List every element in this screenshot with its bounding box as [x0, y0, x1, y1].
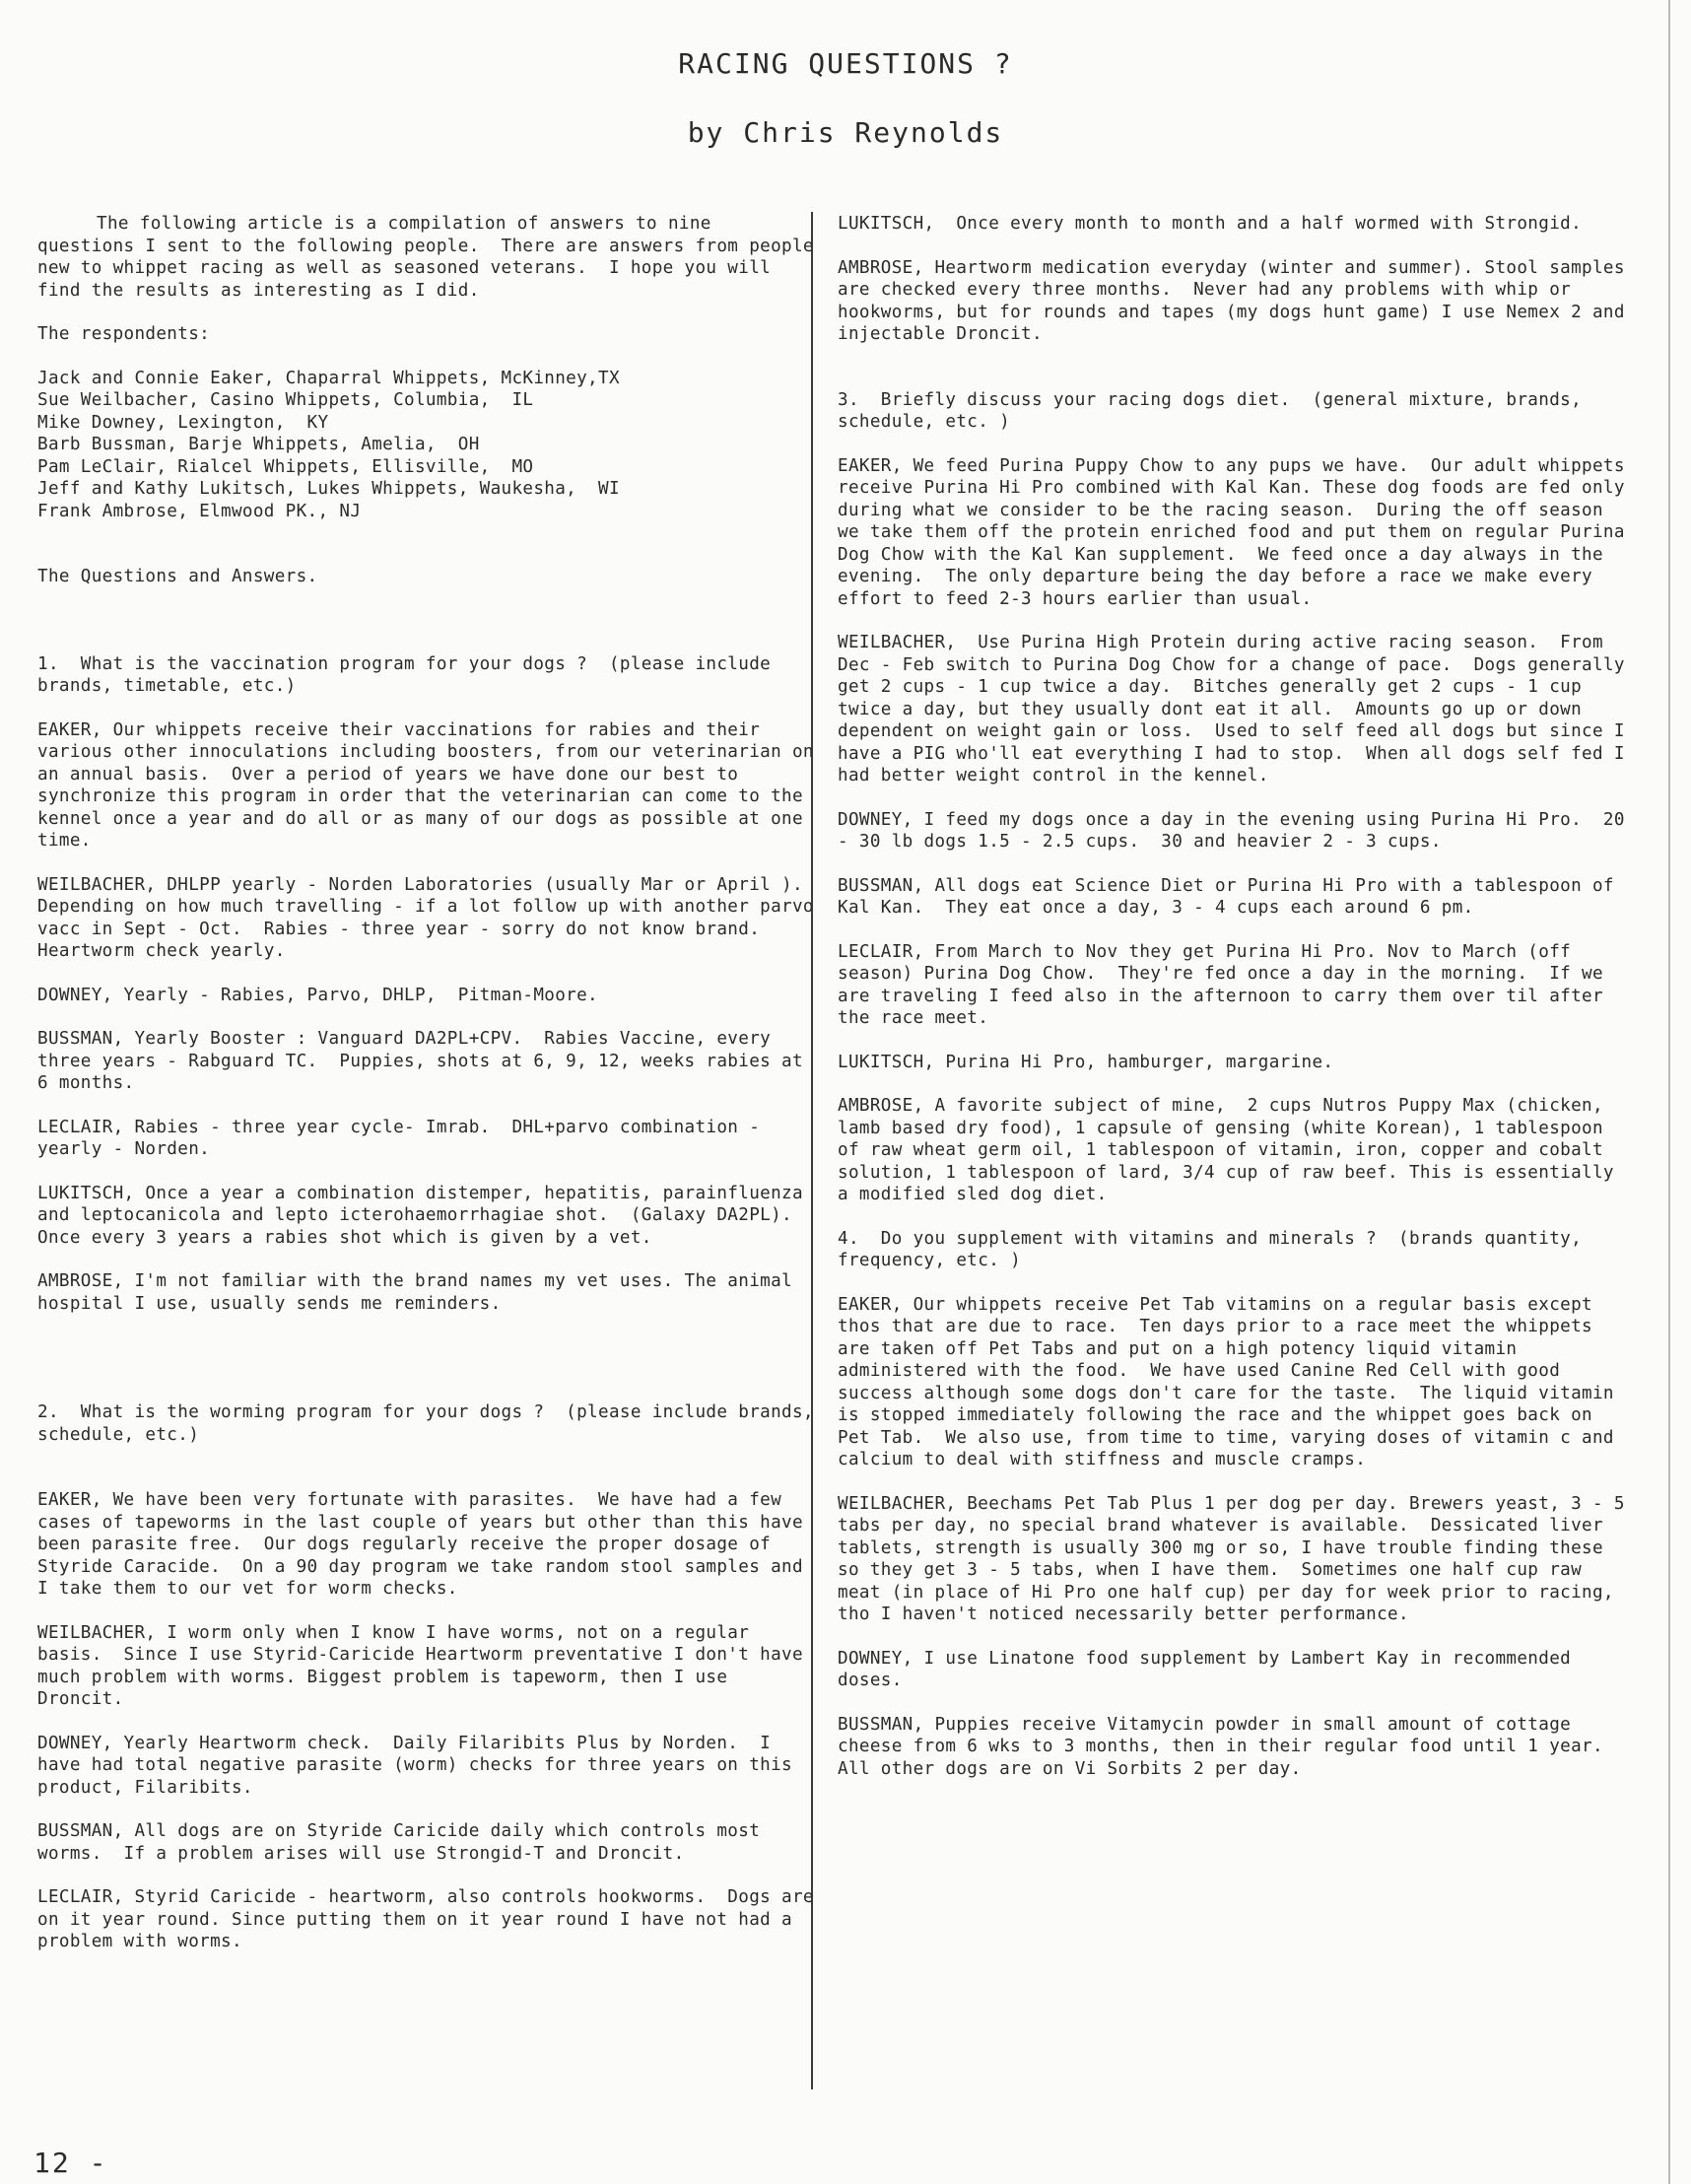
- respondent-item: Frank Ambrose, Elmwood PK., NJ: [37, 501, 362, 521]
- answer-paragraph: DOWNEY, I feed my dogs once a day in the evening using Purina Hi Pro. 20 - 30 lb dogs 1.5 - 2.5 cups. 30 and heavier 2 - 3 cups.: [838, 809, 1636, 852]
- page-number: 12 -: [34, 2147, 108, 2179]
- answer-paragraph: WEILBACHER, I worm only when I know I have worms, not on a regular basis. Since I use Styrid-Caricide Heartworm preventative I don't have much problem with worms. Biggest problem is tapeworm, then I use Droncit.: [37, 1622, 814, 1709]
- question-4: 4. Do you supplement with vitamins and minerals ? (brands quantity, frequency, etc. ): [838, 1228, 1592, 1270]
- answer-paragraph: EAKER, Our whippets receive their vaccinations for rabies and their various other innoculations including boosters, from our veterinarian on an annual basis. Over a period of years we have done our best to synchronize this program in order that the veterinarian can come to the kennel once a year and do all or as many of our dogs as possible at one time.: [37, 719, 825, 851]
- left-column: [37, 213, 825, 1975]
- page-edge-line: [1668, 0, 1670, 2184]
- respondents-list: [37, 368, 816, 523]
- respondent-item: Jeff and Kathy Lukitsch, Lukes Whippets, Waukesha, WI: [37, 479, 620, 499]
- answer-paragraph: DOWNEY, Yearly Heartworm check. Daily Filaribits Plus by Norden. I have had total negative parasite (worm) checks for three years on this product, Filaribits.: [37, 1733, 803, 1798]
- answer-paragraph: LUKITSCH, Once a year a combination distemper, hepatitis, parainfluenza and leptocanicola and lepto icterohaemorrhagiae shot. (Galaxy DA2PL). Once every 3 years a rabies shot which is given by a vet.: [37, 1183, 814, 1248]
- answer-paragraph: BUSSMAN, All dogs are on Styride Caricide daily which controls most worms. If a problem arises will use Strongid-T and Droncit.: [37, 1821, 772, 1864]
- respondent-item: Pam LeClair, Rialcel Whippets, Ellisville, MO: [37, 456, 534, 477]
- answer-paragraph: DOWNEY, Yearly - Rabies, Parvo, DHLP, Pitman-Moore.: [37, 985, 599, 1005]
- respondents-heading: The respondents:: [37, 324, 211, 344]
- answer-paragraph: WEILBACHER, Use Purina High Protein during active racing season. From Dec - Feb switch to Purina Dog Chow for a change of pace. Dogs generally get 2 cups - 1 cup twice a day. Bitches generally get 2 cups - 1 cup twice a day, but they usually dont eat it all. Amounts go up or down dependent on weight gain or loss. Used to self feed all dogs but since I have a PIG who'll eat everything I had to stop. When all dogs self fed I had better weight control in the kennel.: [838, 633, 1636, 785]
- answer-paragraph: EAKER, We feed Purina Puppy Chow to any pups we have. Our adult whippets receive Purina Hi Pro combined with Kal Kan. These dog foods are fed only during what we consider to be the racing season. During the off season we take them off the protein enriched food and put them on regular Purina Dog Chow with the Kal Kan supplement. We feed once a day always in the evening. The only departure being the day before a race we make every effort to feed 2-3 hours earlier than usual.: [838, 455, 1636, 609]
- answer-paragraph: LUKITSCH, Purina Hi Pro, hamburger, margarine.: [838, 1052, 1334, 1072]
- answer-paragraph: WEILBACHER, DHLPP yearly - Norden Laboratories (usually Mar or April ). Depending on how much travelling - if a lot follow up with another parvo vacc in Sept - Oct. Rabies - three year - sorry do not know brand. Heartworm check yearly.: [37, 874, 825, 961]
- answer-paragraph: BUSSMAN, All dogs eat Science Diet or Purina Hi Pro with a tablespoon of Kal Kan. They eat once a day, 3 - 4 cups each around 6 pm.: [838, 875, 1625, 918]
- answer-paragraph: AMBROSE, A favorite subject of mine, 2 cups Nutros Puppy Max (chicken, lamb based dry food), 1 capsule of gensing (white Korean), 1 tablespoon of raw wheat germ oil, 1 tablespoon of vitamin, iron, copper and cobalt solution, 1 tablespoon of lard, 3/4 cup of raw beef. This is essentially a modified sled dog diet.: [838, 1096, 1625, 1204]
- intro-paragraph: The following article is a compilation of answers to nine questions I sent to the following people. There are answers from people new to whippet racing as well as seasoned veterans. I hope you will find the results as interesting as I did.: [37, 214, 825, 301]
- answer-paragraph: AMBROSE, Heartworm medication everyday (winter and summer). Stool samples are checked every three months. Never had any problems with whip or hookworms, but for rounds and tapes (my dogs hunt game) I use Nemex 2 and injectable Droncit.: [838, 257, 1636, 344]
- answer-paragraph: LUKITSCH, Once every month to month and a half wormed with Strongid.: [838, 214, 1583, 234]
- respondent-item: Barb Bussman, Barje Whippets, Amelia, OH: [37, 435, 480, 454]
- question-1: 1. What is the vaccination program for your dogs ? (please include brands, timetable, etc.): [37, 653, 782, 696]
- answer-paragraph: EAKER, We have been very fortunate with parasites. We have had a few cases of tapeworms in the last couple of years but other than this have been parasite free. Our dogs regularly receive the proper dosage of Styride Caracide. On a 90 day program we take random stool samples and I take them to our vet for worm checks.: [37, 1490, 814, 1599]
- question-2: 2. What is the worming program for your dogs ? (please include brands, schedule, etc.): [37, 1402, 825, 1445]
- answer-paragraph: AMBROSE, I'm not familiar with the brand names my vet uses. The animal hospital I use, usually sends me reminders.: [37, 1271, 803, 1314]
- answer-paragraph: BUSSMAN, Puppies receive Vitamycin powder in small amount of cottage cheese from 6 wks to 3 months, then in their regular food until 1 year. All other dogs are on Vi Sorbits 2 per day.: [838, 1714, 1625, 1779]
- right-column: [838, 213, 1636, 1802]
- article-byline: by Chris Reynolds: [687, 116, 1004, 149]
- qa-heading: The Questions and Answers.: [37, 567, 318, 586]
- respondent-item: Sue Weilbacher, Casino Whippets, Columbia, IL: [37, 390, 534, 410]
- article-title: RACING QUESTIONS ?: [678, 47, 1013, 80]
- answer-paragraph: WEILBACHER, Beechams Pet Tab Plus 1 per dog per day. Brewers yeast, 3 - 5 tabs per day, no special brand whatever is available. Dessicated liver tablets, strength is usually 300 mg or so, I have trouble finding these so they get 3 - 5 tabs, when I have them. Sometimes one half cup raw meat (in place of Hi Pro one half cup) per day for week prior to racing, tho I haven't noticed necessarily better performance.: [838, 1493, 1636, 1624]
- answer-paragraph: EAKER, Our whippets receive Pet Tab vitamins on a regular basis except thos that are due to race. Ten days prior to a race meet the whippets are taken off Pet Tabs and put on a high potency liquid vitamin administered with the food. We have used Canine Red Cell with good success although some dogs don't care for the taste. The liquid vitamin is stopped immediately following the race and the whippet goes back on Pet Tab. We also use, from time to time, varying doses of vitamin c and calcium to deal with stiffness and muscle cramps.: [838, 1294, 1625, 1469]
- answer-paragraph: LECLAIR, Rabies - three year cycle- Imrab. DHL+parvo combination - yearly - Norden.: [37, 1117, 772, 1159]
- respondent-item: Jack and Connie Eaker, Chaparral Whippets, McKinney,TX: [37, 368, 620, 388]
- answer-paragraph: DOWNEY, I use Linatone food supplement by Lambert Kay in recommended doses.: [838, 1648, 1583, 1690]
- respondent-item: Mike Downey, Lexington, KY: [37, 412, 329, 433]
- question-3: 3. Briefly discuss your racing dogs diet. (general mixture, brands, schedule, etc. ): [838, 389, 1592, 432]
- answer-paragraph: BUSSMAN, Yearly Booster : Vanguard DA2PL+CPV. Rabies Vaccine, every three years - Rabguard TC. Puppies, shots at 6, 9, 12, weeks rabies at 6 months.: [37, 1029, 814, 1093]
- answer-paragraph: LECLAIR, From March to Nov they get Purina Hi Pro. Nov to March (off season) Purina Dog Chow. They're fed once a day in the morning. If we are traveling I feed also in the afternoon to carry them over til after the race meet.: [838, 941, 1614, 1028]
- answer-paragraph: LECLAIR, Styrid Caricide - heartworm, also controls hookworms. Dogs are on it year round. Since putting them on it year round I have not had a problem with worms.: [37, 1887, 825, 1951]
